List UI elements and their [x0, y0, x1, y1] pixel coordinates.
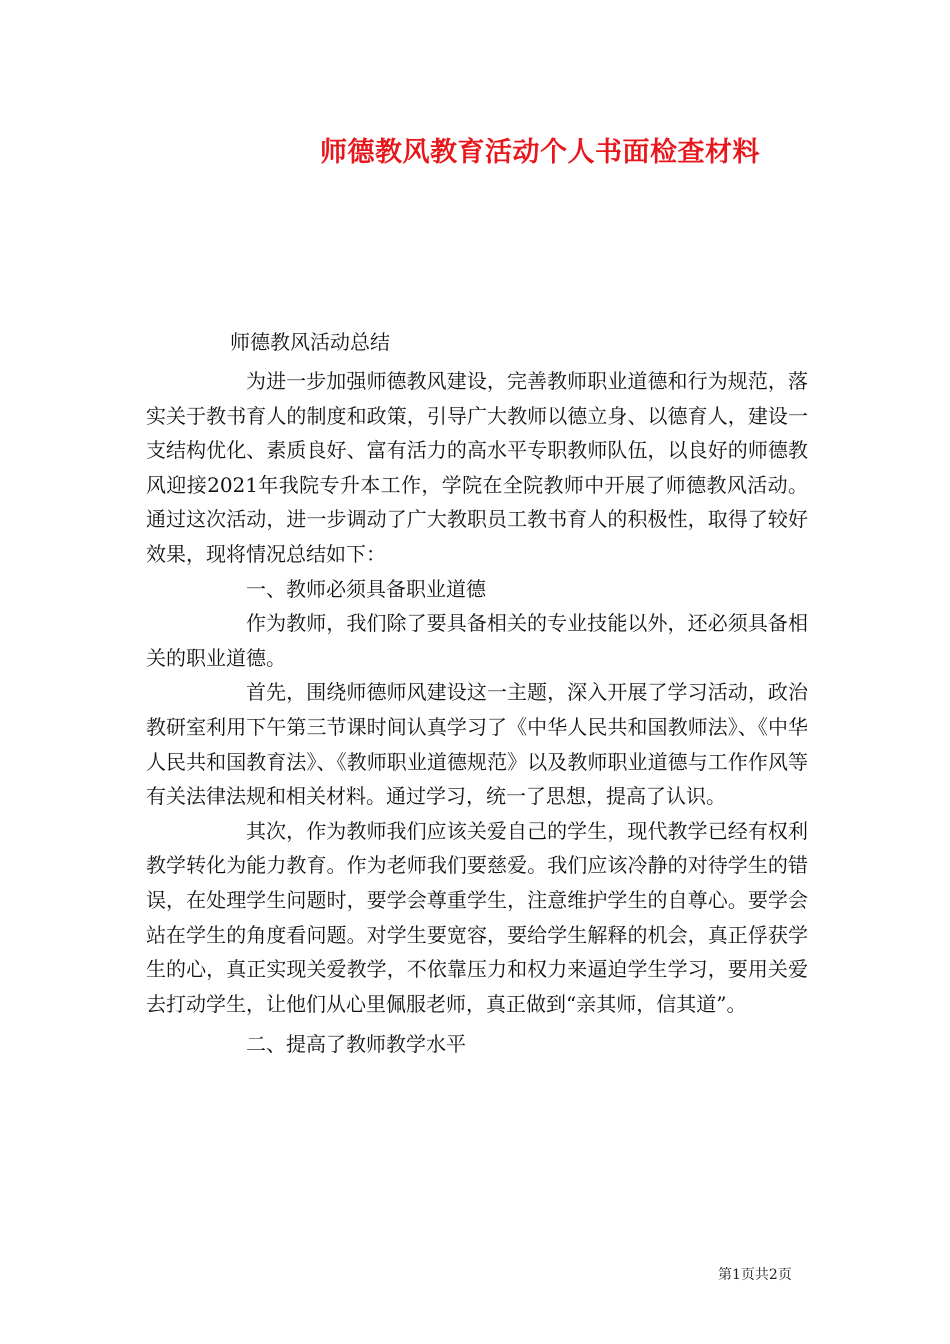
section-heading-1: 一、教师必须具备职业道德	[246, 576, 486, 601]
paragraph-first: 首先，围绕师德师风建设这一主题，深入开展了学习活动，政治教研室利用下午第三节课时间认真学习了《中华人民共和国教师法》、《中华人民共和国教育法》、《教师职业道德规范》以及教师职业道德与工作作风等有关法律法规和相关材料。通过学习，统一了思想，提高了认识。	[146, 680, 808, 809]
page-number-footer: 第1页共2页	[718, 1267, 792, 1283]
document-body	[146, 364, 808, 1062]
section-heading-2: 二、提高了教师教学水平	[246, 1032, 466, 1057]
document-subtitle: 师德教风活动总结	[230, 330, 390, 354]
paragraph-section-1-lead: 作为教师，我们除了要具备相关的专业技能以外，还必须具备相关的职业道德。	[146, 611, 808, 670]
document-title: 师德教风教育活动个人书面检查材料	[320, 137, 760, 168]
paragraph-intro: 为进一步加强师德教风建设，完善教师职业道德和行为规范，落实关于教书育人的制度和政策，引导广大教师以德立身、以德育人，建设一支结构优化、素质良好、富有活力的高水平专职教师队伍，以良好的师德教风迎接2021年我院专升本工作，学院在全院教师中开展了师德教风活动。通过这次活动，进一步调动了广大教职员工教书育人的积极性，取得了较好效果，现将情况总结如下：	[146, 369, 808, 566]
paragraph-second: 其次，作为教师我们应该关爱自己的学生，现代教学已经有权利教学转化为能力教育。作为老师我们要慈爱。我们应该冷静的对待学生的错误，在处理学生问题时，要学会尊重学生，注意维护学生的自尊心。要学会站在学生的角度看问题。对学生要宽容，要给学生解释的机会，真正俘获学生的心，真正实现关爱教学，不依靠压力和权力来逼迫学生学习，要用关爱去打动学生，让他们从心里佩服老师，真正做到“亲其师，信其道”。	[146, 818, 808, 1016]
